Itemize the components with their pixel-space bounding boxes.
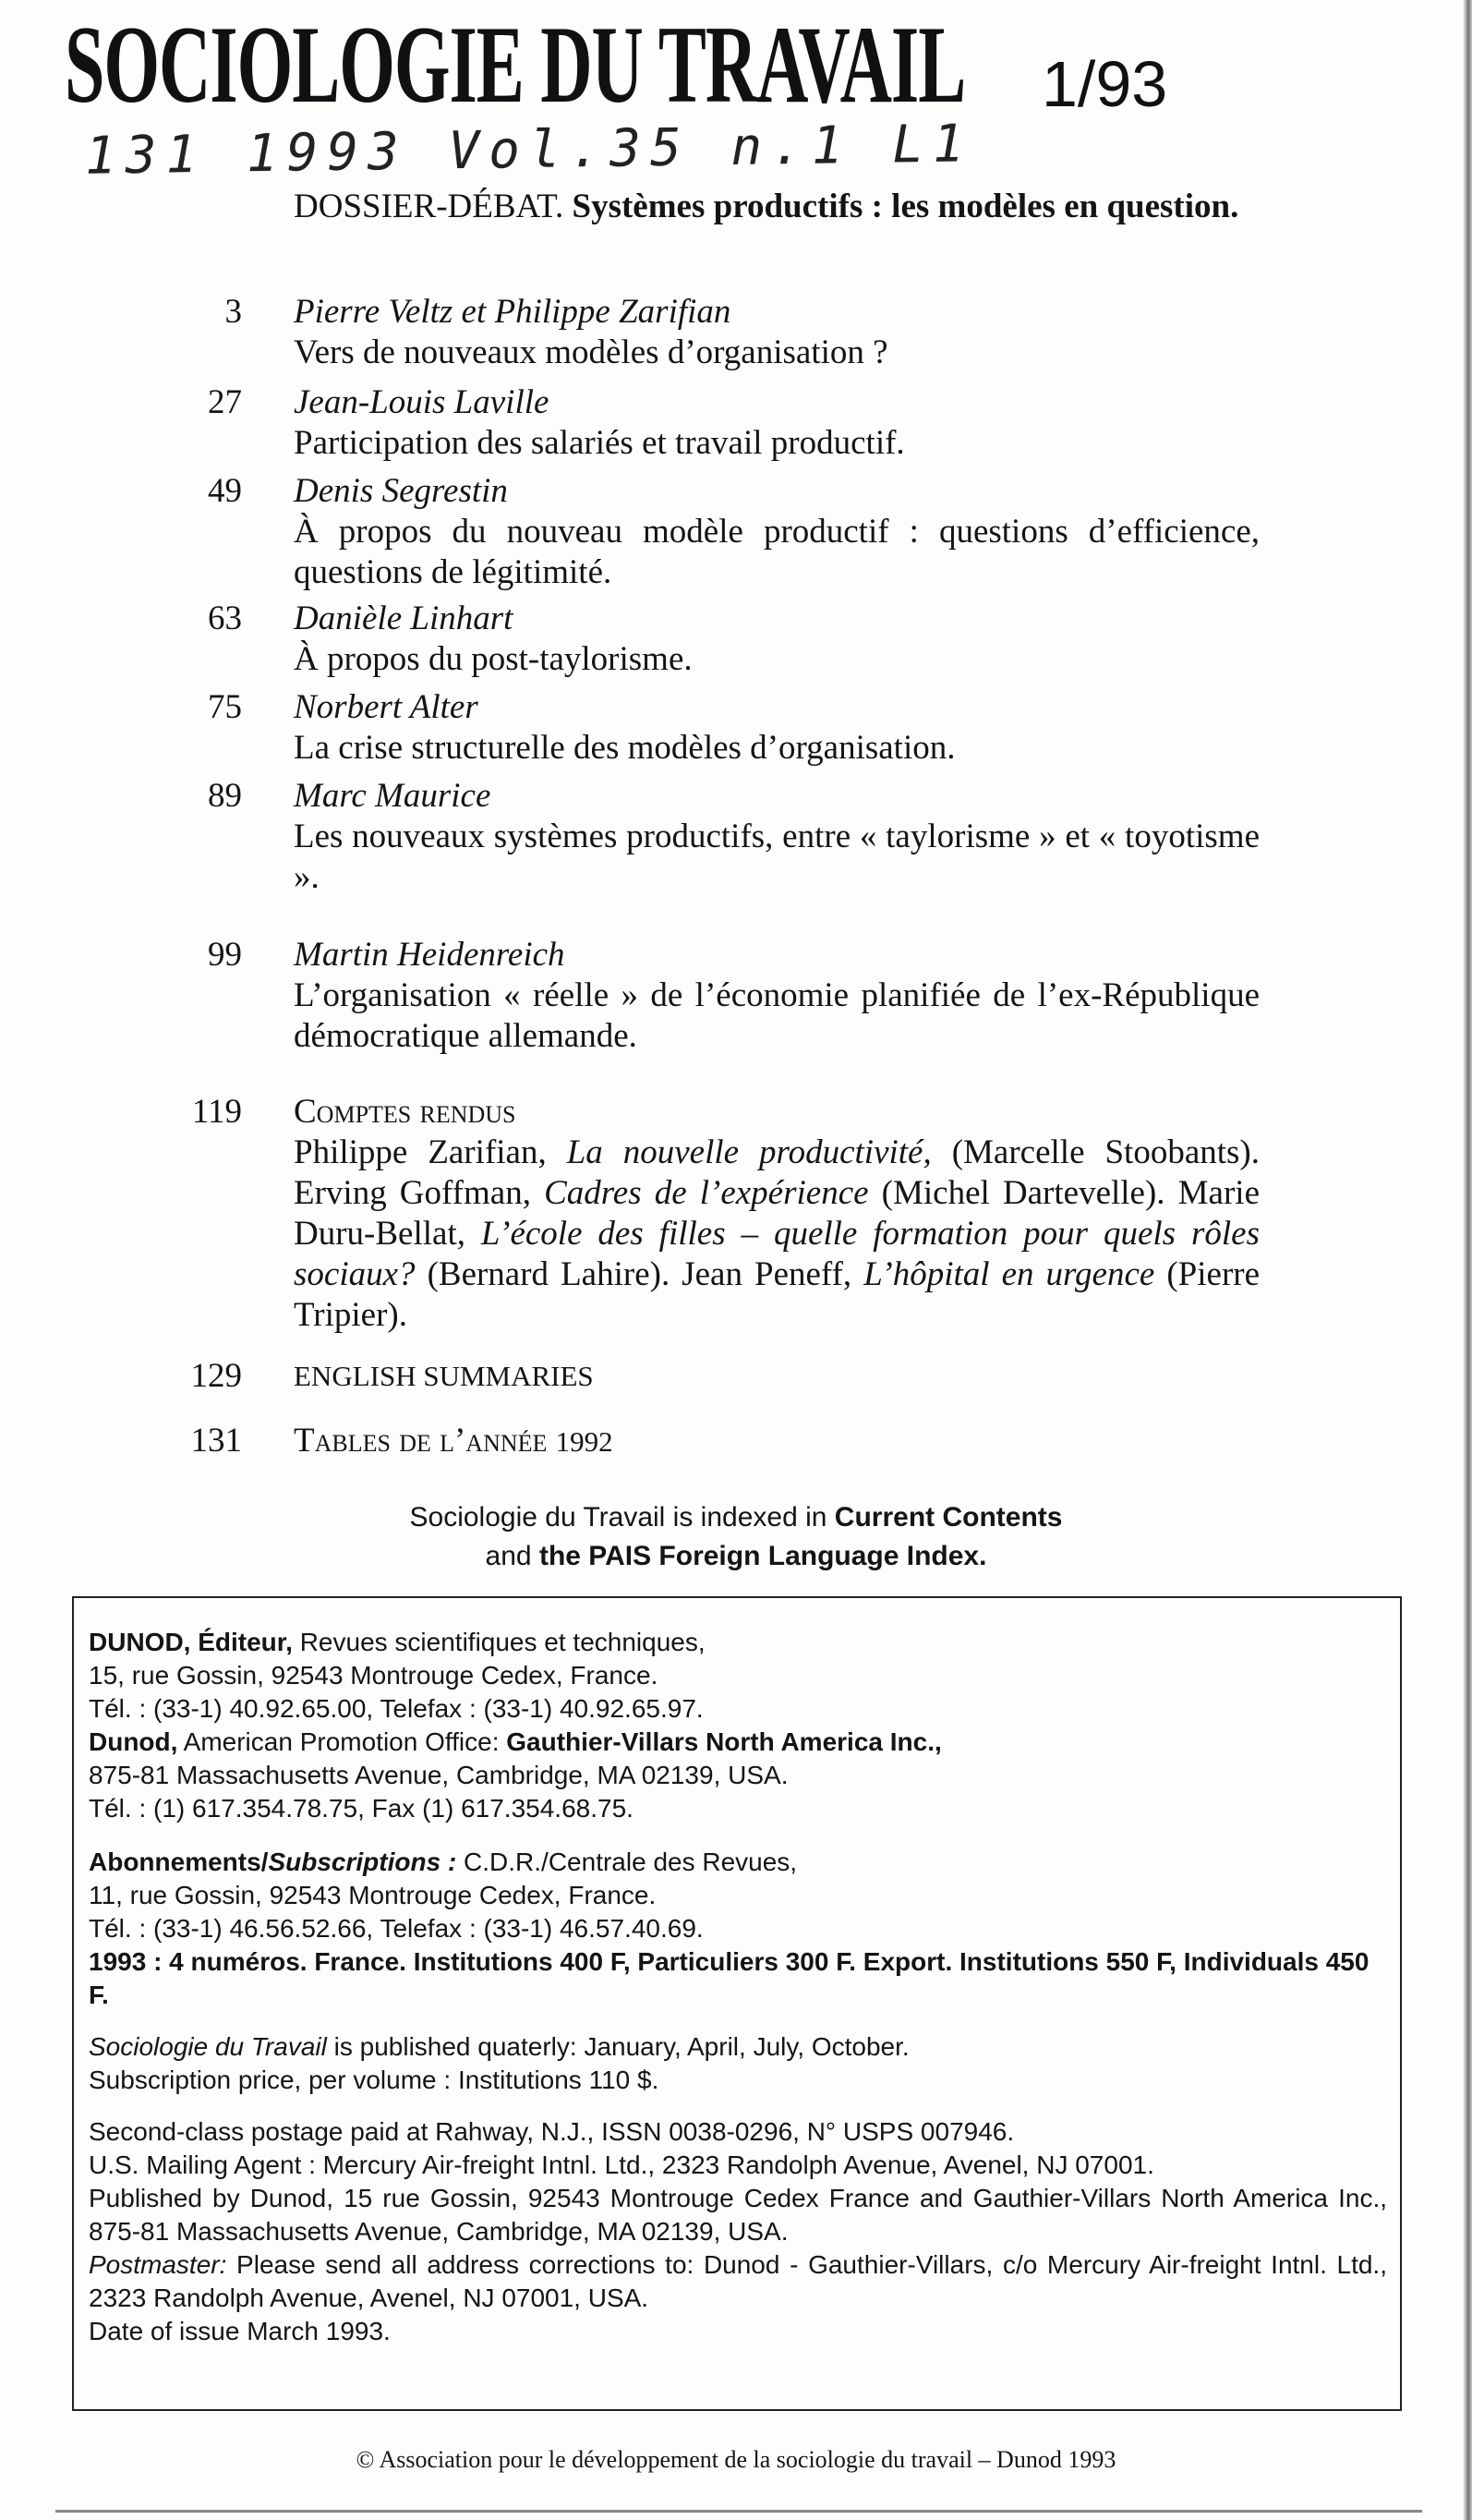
toc-article-title: À propos du post-taylorisme. bbox=[294, 640, 693, 678]
postmaster-text: Please send all address corrections to: Dunod - Gauthier-Villars, c/o Mercury Air-freight Intnl. Ltd., 2323 Randolph Avenue, Avenel, NJ 07001, USA. bbox=[89, 2250, 1387, 2312]
toc-page-number: 49 bbox=[208, 472, 242, 510]
toc-author: Martin Heidenreich bbox=[294, 936, 565, 974]
us-office-name: Dunod, bbox=[89, 1727, 178, 1756]
toc-page-number: 119 bbox=[191, 1093, 242, 1131]
toc-page-number: 131 bbox=[190, 1422, 242, 1460]
review-book-title: L’école des filles – quelle formation pour quels rôles sociaux? bbox=[294, 1215, 1261, 1293]
dossier-heading bbox=[294, 187, 1263, 227]
postmaster-label: Postmaster: bbox=[89, 2250, 227, 2279]
published-journal-title: Sociologie du Travail bbox=[89, 2032, 327, 2061]
indexing-note bbox=[0, 1498, 1472, 1576]
toc-page-number: 89 bbox=[208, 777, 242, 815]
review-author: Marie Duru-Bellat, bbox=[294, 1174, 1261, 1253]
toc-article-title: L’organisation « réelle » de l’économie planifiée de l’ex-République démocratique allemande. bbox=[294, 976, 1260, 1055]
us-office-phone: Tél. : (1) 617.354.78.75, Fax (1) 617.354.68.75. bbox=[89, 1794, 633, 1823]
us-office-company: Gauthier-Villars North America Inc., bbox=[506, 1727, 942, 1756]
subscription-price: Subscription price, per volume : Institutions 110 $. bbox=[89, 2066, 659, 2094]
journal-title: SOCIOLOGIE DU TRAVAIL bbox=[65, 3, 966, 127]
subs-label: Abonnements/ bbox=[89, 1848, 269, 1876]
review-author: Erving Goffman, bbox=[294, 1174, 531, 1212]
toc-author: Danièle Linhart bbox=[294, 600, 513, 637]
subs-phone: Tél. : (33-1) 46.56.52.66, Telefax : (33-1) 46.57.40.69. bbox=[89, 1914, 704, 1943]
review-author: Philippe Zarifian, bbox=[294, 1133, 547, 1171]
subscription-prices: 1993 : 4 numéros. France. Institutions 400 F, Particuliers 300 F. Export. Institutions 550 F, Individuals 450 F. bbox=[89, 1947, 1369, 2009]
publisher-name: DUNOD, Éditeur, bbox=[89, 1628, 293, 1656]
subs-org: C.D.R./Centrale des Revues, bbox=[464, 1848, 798, 1876]
toc-article-title: Vers de nouveaux modèles d’organisation ? bbox=[294, 333, 888, 371]
issue-number: 1/93 bbox=[1042, 48, 1168, 120]
toc-page-number: 75 bbox=[208, 688, 242, 726]
review-reviewer: (Michel Dartevelle). bbox=[881, 1174, 1165, 1212]
review-book-title: L’hôpital en urgence bbox=[863, 1255, 1155, 1293]
publisher-address: 15, rue Gossin, 92543 Montrouge Cedex, France. bbox=[89, 1661, 658, 1690]
review-book-title: Cadres de l’expérience bbox=[544, 1174, 869, 1212]
toc-page-number: 3 bbox=[224, 293, 242, 331]
us-office-address: 875-81 Massachusetts Avenue, Cambridge, MA 02139, USA. bbox=[89, 1761, 789, 1789]
toc-author: Norbert Alter bbox=[294, 688, 478, 726]
published-by: Published by Dunod, 15 rue Gossin, 92543 Montrouge Cedex France and Gauthier-Villars North America Inc., 875-81 Massachusetts Avenue, Cambridge, MA 02139, USA. bbox=[89, 2184, 1387, 2246]
indexed-and: and bbox=[485, 1541, 532, 1571]
toc-article-title: La crise structurelle des modèles d’organisation. bbox=[294, 729, 956, 767]
toc-article-title: Les nouveaux systèmes productifs, entre « taylorisme » et « toyotisme ». bbox=[294, 818, 1260, 896]
scan-bottom-line bbox=[55, 2510, 1422, 2513]
tables-heading: Tables de l’année bbox=[294, 1422, 548, 1460]
toc-page-number: 129 bbox=[190, 1357, 242, 1395]
review-book-title: La nouvelle productivité, bbox=[566, 1133, 932, 1171]
publisher-block bbox=[89, 1626, 1387, 1825]
toc-page-number: 99 bbox=[208, 936, 242, 974]
review-reviewer: (Bernard Lahire). bbox=[427, 1255, 670, 1293]
toc-author: Jean-Louis Laville bbox=[294, 383, 549, 421]
toc-page-number: 27 bbox=[208, 383, 242, 421]
handwritten-annotation: 131 1993 Vol.35 n.1 L1 bbox=[84, 114, 974, 187]
copyright-line: © Association pour le développement de la sociologie du travail – Dunod 1993 bbox=[356, 2446, 1116, 2473]
toc-author: Marc Maurice bbox=[294, 777, 491, 815]
indexed-prefix: Sociologie du Travail is indexed in bbox=[409, 1502, 827, 1533]
postage-info: Second-class postage paid at Rahway, N.J., ISSN 0038-0296, N° USPS 007946. bbox=[89, 2117, 1015, 2146]
english-summaries-heading: ENGLISH SUMMARIES bbox=[294, 1360, 594, 1392]
index-current-contents: Current Contents bbox=[834, 1502, 1063, 1533]
dossier-title: Systèmes productifs : les modèles en question. bbox=[572, 188, 1239, 225]
review-reviewer: (Pierre Tripier). bbox=[294, 1255, 1261, 1334]
subs-label-italic: Subscriptions : bbox=[268, 1848, 457, 1876]
postal-info bbox=[89, 2115, 1387, 2348]
subs-address: 11, rue Gossin, 92543 Montrouge Cedex, France. bbox=[89, 1881, 657, 1909]
reviews-heading: Comptes rendus bbox=[294, 1093, 516, 1131]
published-frequency: is published quaterly: January, April, July, October. bbox=[333, 2032, 910, 2061]
scan-edge-shadow bbox=[1463, 0, 1472, 2520]
publisher-desc: Revues scientifiques et techniques, bbox=[299, 1628, 706, 1656]
date-of-issue: Date of issue March 1993. bbox=[89, 2317, 391, 2345]
us-office-desc: American Promotion Office: bbox=[183, 1727, 500, 1756]
publication-schedule bbox=[89, 2030, 1387, 2097]
toc-article-title: À propos du nouveau modèle productif : questions d’efficience, questions de légitimité. bbox=[294, 513, 1260, 591]
subscriptions-block bbox=[89, 1846, 1387, 2012]
toc-author: Pierre Veltz et Philippe Zarifian bbox=[294, 293, 731, 331]
toc-article-title: Participation des salariés et travail productif. bbox=[294, 424, 905, 462]
toc-page-number: 63 bbox=[208, 600, 242, 637]
toc-author: Denis Segrestin bbox=[294, 472, 508, 510]
review-reviewer: (Marcelle Stoobants). bbox=[951, 1133, 1260, 1171]
publisher-phone: Tél. : (33-1) 40.92.65.00, Telefax : (33-1) 40.92.65.97. bbox=[89, 1694, 704, 1723]
mailing-agent: U.S. Mailing Agent : Mercury Air-freight Intnl. Ltd., 2323 Randolph Avenue, Avenel, NJ 07001. bbox=[89, 2150, 1154, 2179]
review-author: Jean Peneff, bbox=[682, 1255, 852, 1293]
index-pais: the PAIS Foreign Language Index. bbox=[538, 1541, 987, 1571]
tables-year: 1992 bbox=[555, 1425, 613, 1458]
dossier-label: DOSSIER-DÉBAT. bbox=[294, 188, 564, 225]
reviews-list bbox=[294, 1133, 1260, 1336]
